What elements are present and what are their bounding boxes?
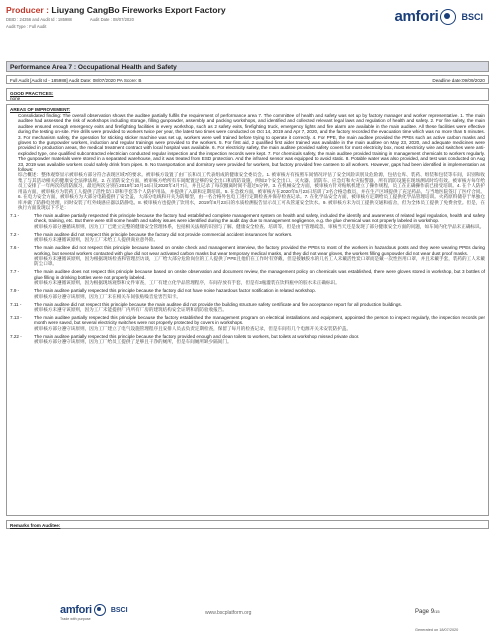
finding-number: 7.13 - — [10, 314, 22, 320]
audit-type-text: Audit Type : Full Audit — [6, 24, 47, 29]
consolidated-finding: Consolidated finding: The overall observation shows the auditee partially fulfils the requirement of performance area 7. The committee of health and safety was set up by factory manager and worker representative. 1. The main auditee had assessed the risk of workshops including storage, filling gunpowder, assembly and packing workshops, and identified and collected relevant legal laws and regulation of health and safety. 2. For fire safety, the main auditee ensured enough emergency exits and firefighting facilities in every workshop, such as 2 safety exits, firefighting truck, emergency lights and fire alarm are available in the main auditee. All these facilities were effective during the testing on-site. Fire drills were provided to workers twice per year, the latest two times were conducted on Oct 14, 2019 and Apr 7, 2020, and the factory recorded the evacuation time which was no more than 5 minutes. 3. For mechanism safety, the operation for sticking sticker machine was set up, workers were well trained before trying to operate it correctly. 4. For PPE, the main auditee provided the PPEs such as active carbon masks and gloves to the gunpowder workers, induction and regular trainings were provided to the workers. 5. For first aid, 2 qualified first aider trained was available in the main auditee on May 23, 2020, and adequate medicines were provided in production areas, the medical treatment contract with local hospital was available. 6. For electricity safety, the main auditee provided safety covers for most electricity box, most electricity wire and switches were anti-exploded type, one qualified subcontracted electrician conducted regular inspection and the inspection records were kept. 7. For chemicals safety, the main auditee provided training in management chemicals to workers regularly. The gunpowder materials were stored in a separated warehouse, and it was treated from ESD protection. And the infrared sensor was equipped to avoid static. 8. Potable water was also provided, and test was conducted on Aug 23, 2019 was available workers could safely drink from pipes. 9. No transportation and dormitory were provided for workers, but factory provided free canteen to all workers. However, gaps had been identified in implementation as follows: — [18, 113, 485, 173]
finding-number: 7.6 - — [10, 245, 20, 251]
finding-item — [10, 334, 485, 345]
finding-item — [10, 288, 485, 299]
audit-info-row — [6, 75, 489, 84]
finding-text-cn: 被审核方未遵循该原则，因为根据现场检查和管理层访谈，工厂给大部分危险岗位的工人提供了PPE且他们在工作时有穿戴，但是接触胶水的几名工人未戴活性炭口罩而是戴一次性医用口罩，并且未戴手套，装药的工人未戴防尘口罩。 — [34, 255, 485, 267]
areas-heading: AREAS OF IMPROVEMENT: — [10, 107, 71, 112]
page-label: Page — [415, 609, 431, 615]
finding-text-cn: 被审核方部分遵循该原则，因为工厂已建立完整的健康安全管理体系，包括相关法规的识别与了解、健康安全检查、培训等，但是由于管理疏忽，审核当天还是发现了部分健康安全方面的问题，如车间内化学品未正确标识。 — [34, 223, 485, 229]
generated-date: Generated on 18/07/2020 — [415, 628, 459, 632]
finding-text: The main auditee partially respected this principle because the factory did not have noise hazardous factor notification in related workshop. — [34, 288, 316, 294]
finding-text-cn: 被审核方部分遵守该原则，因为工厂建立了电气设施管理程序且安排人员去负责定期检查，保留了每月的检查记录，但是车间有几个电源开关未安装防护盖。 — [34, 325, 351, 331]
dbid-text: DBID : 24356 and Audit Id : 185988 — [6, 17, 72, 22]
footer-logo-wordmark: amfori — [60, 604, 92, 616]
footer-logo — [60, 604, 128, 616]
footer-url[interactable]: www.bscplatform.org — [205, 610, 252, 616]
finding-text: The main auditee partially respected this principle because the factory provided enough and clean toilets to workers, but toilets at workshop missed private door. — [34, 333, 360, 339]
finding-text-cn: 被审核方部分遵守该原则，因为工厂给员工提供了足够且干净的厕所，但是车间厕所缺少隔间门。 — [34, 339, 232, 345]
logo-bsci: BSCI — [461, 11, 483, 22]
finding-text: The main auditee did not respect this principle because the factory did not provide commercial accident insurances for workers. — [34, 231, 293, 237]
footer-bsci-badge-icon — [94, 604, 106, 616]
finding-number: 7.1 - — [10, 212, 20, 218]
finding-item — [10, 315, 485, 331]
finding-text-cn: 被审核方未遵守该原则，因为工厂未能提供厂内所有厂房的建筑结构安全证明和消防验收报告。 — [34, 306, 227, 312]
finding-text: The main auditee partially respected this principle because the factory had established complete management system on health and safety, included the identify and awareness of related legal regulation, health and safety check, training, etc. But there were still some health and safety issues were identified during the audit day due to management negligence, e.g. the glue chemical was not properly labeled in workshop. — [34, 212, 485, 224]
finding-text: The main auditee did not respect this principle because based on onsite check and management interview, the factory provided the PPEs to most of the workers in hazardous posts and they were wearing PPEs during working, but several workers contacted with glue did not wear activated carbon masks but wear temporary medical masks, and they did not wear gloves, the workers filling gunpowder did not wear dust proof masks. — [34, 245, 485, 256]
page-number — [415, 609, 440, 615]
deadline-date: Deadline date:09/09/2020 — [432, 78, 485, 83]
finding-number: 7.7 - — [10, 269, 20, 275]
consolidated-finding-cn: 综合概述：整体观察显示被审核方部分符合表现区域7的要求。被审核方设置了由厂长和员工代表组成的健康安全委员会。1. 被审核方有按照车间情况评估了安全风险识别及危险源，包括仓库、装药、组装和包装等车间，识别和收集了与其活动相关的健康安全法律法规。2. 在消防安全方面，被审核方给所有车间配置足够的安全出口和消防设施，例如2个安全出口、灭火器、消防车、应急灯和火灾报警器，所有消防设施在现场测试时均有效。被审核方每年给员工安排了一年两次的消防演习，最近两次分别在2019年10月14日及2020年4月7日，并且记录了每次撤离时间不超过5分钟。3. 在机械安全方面，被审核方针对贴纸机建立了操作规程，员工在正确操作前已接受培训。4. 在个人防护用品方面，被审核方为装药工人提供了活性炭口罩和手套等个人防护用品，并提供了入职和定期培训。5. 在急救方面，被审核方在2020年5月23日培训了2名合格急救员，并在生产区域提供了充足药品，与当地医院签订了医疗合同。6. 在电力安全方面，被审核方为大部分电箱提供了安全盖，大部分电线和开关为防爆型，由一名合格外包电工进行定期检查并保存检查记录。7. 在化学品安全方面，被审核方定期给员工提供化学品管理培训。火药原料储存于单独仓库并做了防静电处理，同时安装了红外线感应器以防静电。8. 被审核方也提供了饮用水，2019年8月23日的水质检测报告显示员工可从管道安全饮水。9. 被审核方未为员工提供交通和宿舍，但为全体员工提供了免费食堂。但是，在执行方面发现以下不足： — [18, 172, 485, 210]
bsci-badge-icon — [440, 9, 456, 25]
areas-of-improvement-section — [6, 104, 489, 516]
page-current: 9 — [430, 609, 435, 615]
finding-text-cn: 被审核方未遵循该原则，因为工厂未给工人提供商业意外险。 — [34, 237, 159, 243]
page-total: /15 — [434, 609, 440, 614]
footer-logo-bsci: BSCI — [110, 606, 128, 614]
finding-text-cn: 被审核方部分遵守该原则，因为工厂未在相关车间张贴噪音危害告知卡。 — [34, 293, 182, 299]
producer-label: Producer : — [6, 5, 49, 15]
finding-item — [10, 245, 485, 267]
finding-text: The main auditee did not respect this principle because the main auditee did not provide the building structure safety certificate and fire acceptance report for all production buildings. — [34, 301, 402, 307]
finding-text-cn: 被审核方未遵循该原则，因为根据现场观察和文件审查，工厂有建立化学品管理程序，车间存放有手套，但是有3瓶灌装在饮料瓶中的胶水未正确标识。 — [34, 280, 340, 286]
finding-item — [10, 269, 485, 285]
page-footer — [0, 600, 495, 640]
document-header — [6, 6, 386, 29]
finding-text: The main auditee does not respect this principle because based on onsite observation and document review, the management policy on chemicals was established, there were gloves stored in workshop, but 3 bottles of glue filling in drinking bottles were not properly labeled. — [34, 269, 485, 280]
finding-number: 7.22 - — [10, 333, 22, 339]
good-practices-heading: GOOD PRACTICES: — [10, 91, 54, 96]
good-practices-text: none — [10, 96, 21, 101]
amfori-bsci-logo — [394, 8, 483, 25]
finding-number: 7.11 - — [10, 301, 22, 307]
audit-date-text: Audit Date : 08/07/2020 — [89, 17, 134, 22]
footer-tagline: Trade with purpose — [60, 617, 91, 621]
logo-wordmark: amfori — [394, 8, 439, 25]
finding-item — [10, 213, 485, 229]
finding-text: The main auditee partially respected this principle because the factory established the management program on electrical installations and equipment, appointed the person to inspect regularly, the inspection records per month were saved, but several electricity switches were not properly protected by covers in workshops. — [34, 314, 485, 326]
finding-item — [10, 302, 485, 313]
remarks-heading: Remarks from Auditee: — [6, 520, 489, 529]
finding-item — [10, 232, 485, 243]
finding-number: 7.9 - — [10, 288, 20, 294]
audit-info: Full Audit [Audit Id - 185988] Audit Date: 08/07/2020 PA Score: B — [10, 78, 142, 83]
producer-title — [6, 6, 386, 15]
good-practices-section — [6, 88, 489, 101]
performance-area-title: Performance Area 7 : Occupational Health and Safety — [6, 61, 489, 72]
producer-name: Liuyang CangBo Fireworks Export Factory — [51, 5, 226, 15]
audit-meta — [6, 17, 386, 22]
finding-number: 7.2 - — [10, 231, 20, 237]
